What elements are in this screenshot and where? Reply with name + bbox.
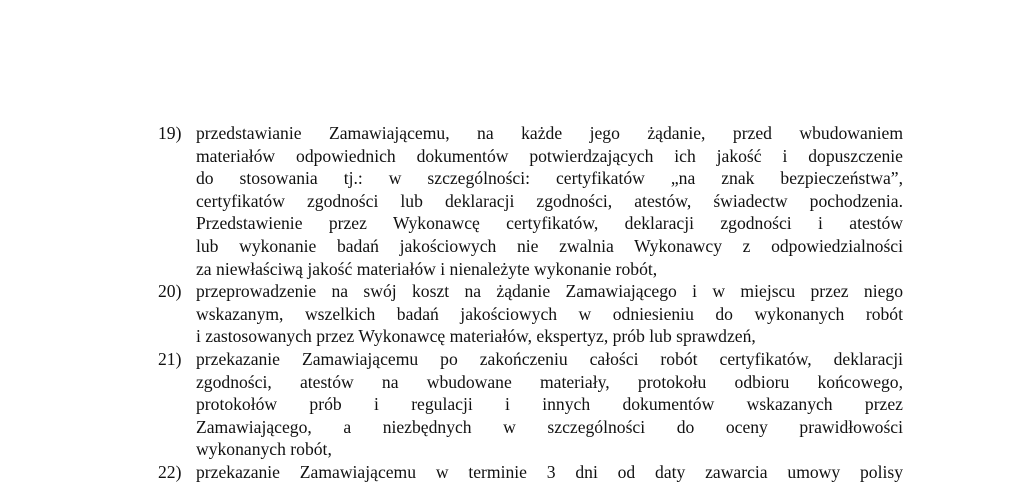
text-line: i zastosowanych przez Wykonawcę materiałów, ekspertyz, prób lub sprawdzeń,	[196, 326, 756, 347]
text-line: Zamawiającego, a niezbędnych w szczególności do oceny prawidłowości	[196, 416, 903, 437]
text-line: przedstawianie Zamawiającemu, na każde jego żądanie, przed wbudowaniem	[196, 123, 903, 143]
text-line: wykonanych robót,	[196, 439, 332, 460]
item-number: 20)	[158, 281, 182, 302]
list-item-21	[158, 348, 903, 461]
text-line: Przedstawienie przez Wykonawcę certyfikatów, deklaracji zgodności i atestów	[196, 213, 903, 234]
text-line: lub wykonanie badań jakościowych nie zwalnia Wykonawcy z odpowiedzialności	[196, 235, 903, 256]
text-line: przekazanie Zamawiającemu po zakończeniu całości robót certyfikatów, deklaracji	[196, 348, 903, 369]
list-item-19	[158, 122, 903, 280]
item-number: 21)	[158, 348, 182, 369]
text-line: materiałów odpowiednich dokumentów potwierdzających ich jakość i dopuszczenie	[196, 145, 903, 166]
numbered-list	[158, 122, 903, 483]
text-line: protokołów prób i regulacji i innych dokumentów wskazanych przez	[196, 394, 903, 415]
text-line: zgodności, atestów na wbudowane materiały, protokołu odbioru końcowego,	[196, 371, 903, 392]
item-number: 22)	[158, 461, 182, 482]
item-number: 19)	[158, 123, 182, 143]
list-item-22	[158, 461, 903, 483]
text-line: przekazanie Zamawiającemu w terminie 3 dni od daty zawarcia umowy polisy	[196, 461, 903, 482]
text-line: za niewłaściwą jakość materiałów i nienależyte wykonanie robót,	[196, 258, 658, 279]
text-line: przeprowadzenie na swój koszt na żądanie Zamawiającego i w miejscu przez niego	[196, 281, 903, 302]
text-line: wskazanym, wszelkich badań jakościowych w odniesieniu do wykonanych robót	[196, 303, 903, 324]
text-line: do stosowania tj.: w szczególności: certyfikatów „na znak bezpieczeństwa”,	[196, 168, 903, 189]
list-item-20	[158, 280, 903, 348]
text-line: certyfikatów zgodności lub deklaracji zgodności, atestów, świadectw pochodzenia.	[196, 190, 903, 211]
